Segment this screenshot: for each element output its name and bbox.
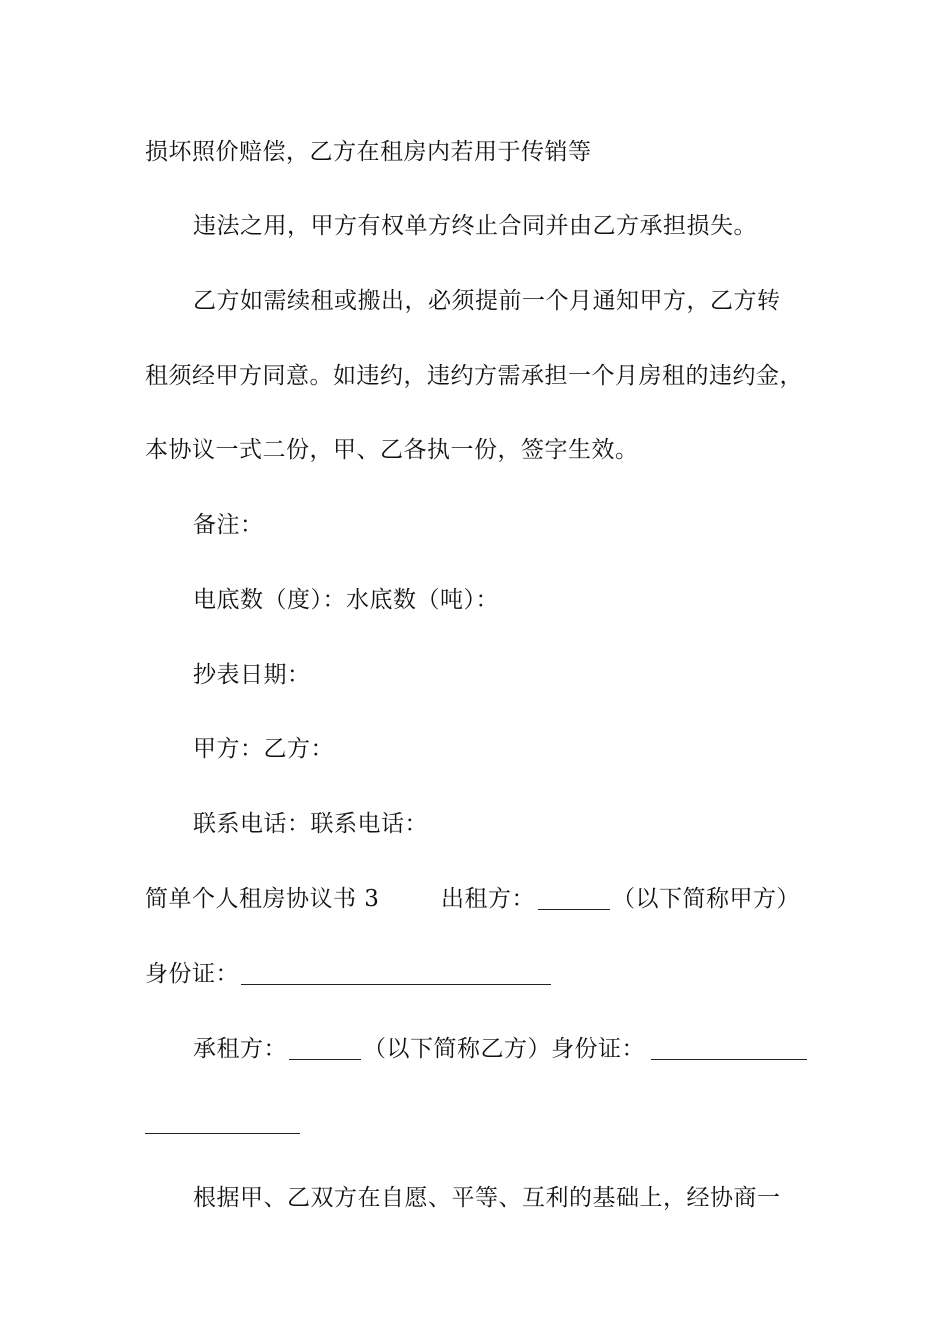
- body-line-5: 本协议一式二份，甲、乙各执一份，签字生效。: [145, 437, 639, 463]
- lessor-id-blank: [241, 984, 551, 985]
- lessee-line-suffix: [363, 1034, 663, 1064]
- body-line-2: 违法之用，甲方有权单方终止合同并由乙方承担损失。: [193, 213, 757, 239]
- lessee-id-blank-continued: [145, 1133, 300, 1134]
- lessee-label: 承租方：: [193, 1036, 287, 1062]
- contact-phone-line: 联系电话：联系电话：: [193, 811, 428, 837]
- lessee-suffix: （以下简称乙方）身份证：: [363, 1036, 645, 1062]
- lessee-id-blank: [651, 1059, 807, 1060]
- body-line-1: 损坏照价赔偿，乙方在租房内若用于传销等: [145, 139, 592, 165]
- lessor-label: 出租方：: [441, 886, 535, 912]
- body-line-last: 根据甲、乙双方在自愿、平等、互利的基础上，经协商一: [193, 1185, 781, 1211]
- lessor-name-blank: [538, 909, 610, 910]
- meter-readings-line: 电底数（度）：水底数（吨）：: [193, 587, 499, 613]
- body-line-4: 租须经甲方同意。如违约，违约方需承担一个月房租的违约金，: [145, 363, 803, 389]
- lessor-suffix-line: [612, 884, 872, 914]
- body-line-3: 乙方如需续租或搬出，必须提前一个月通知甲方，乙方转: [193, 288, 781, 314]
- lessor-id-label: 身份证：: [145, 961, 239, 987]
- lessee-name-blank: [289, 1059, 361, 1060]
- parties-line: 甲方：乙方：: [193, 736, 334, 762]
- reading-date-line: 抄表日期：: [193, 662, 311, 688]
- remarks-heading: 备注：: [193, 512, 264, 538]
- lessor-suffix: （以下简称甲方）: [612, 886, 800, 912]
- agreement-title: 简单个人租房协议书 3: [145, 886, 380, 912]
